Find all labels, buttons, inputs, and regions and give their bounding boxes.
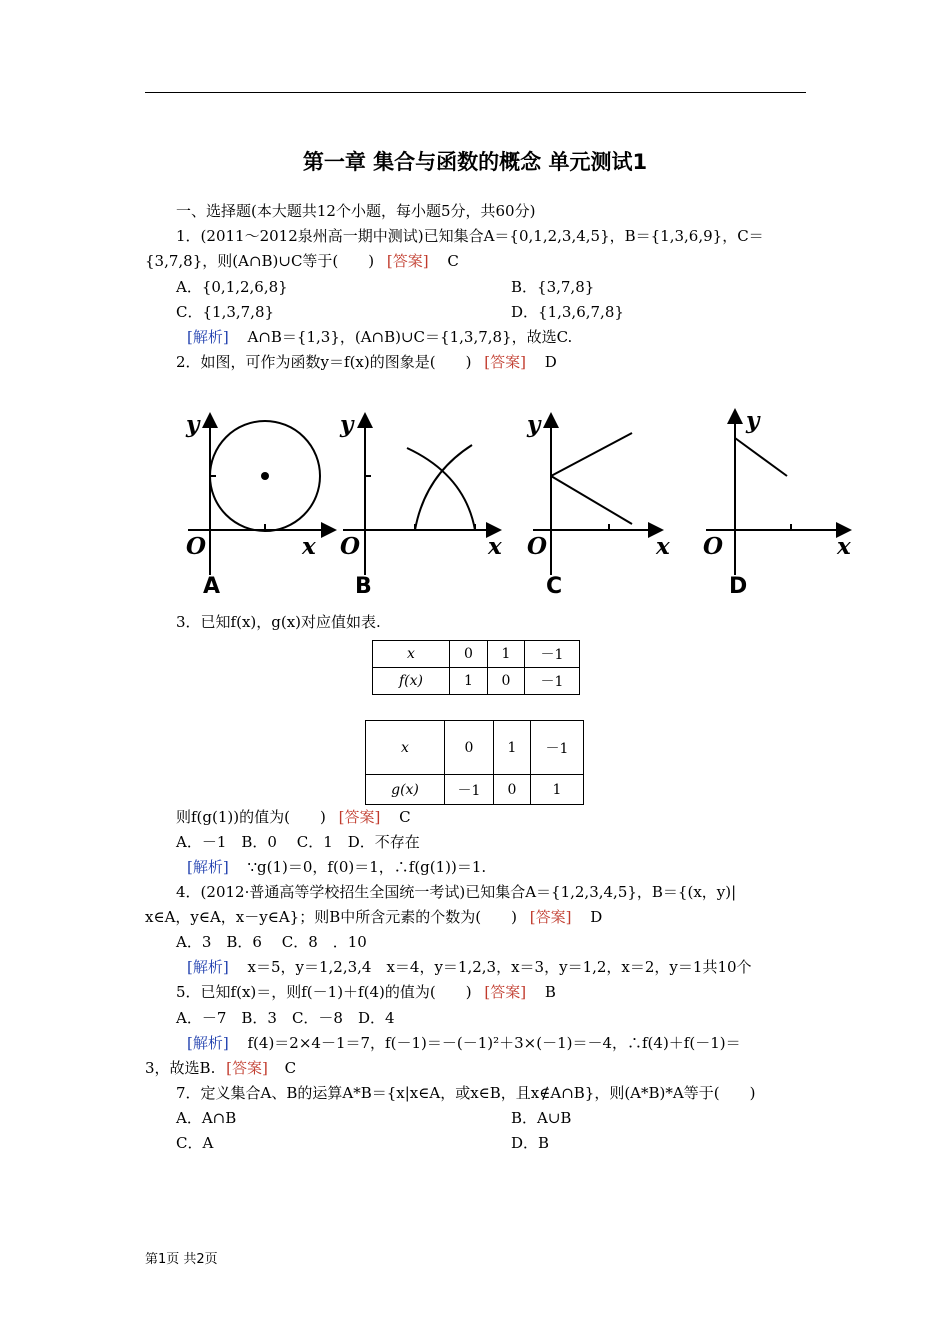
table-f-v3: －1 — [525, 668, 580, 695]
table-g-header-x: x — [401, 739, 409, 756]
page-number: 第1页 共2页 — [145, 1252, 218, 1267]
q2-text: 2．如图，可作为函数y＝f(x)的图象是( ) — [176, 353, 472, 371]
circle-center-dot — [261, 472, 269, 480]
q1-analysis-line — [187, 327, 572, 347]
q5-options: A．－7 B．3 C．－8 D．4 — [176, 1009, 395, 1027]
q5-analysis-cont-line — [145, 1058, 296, 1078]
q4-analysis-line — [187, 957, 752, 977]
q1-option-b: B．{3,7,8} — [511, 278, 595, 296]
q3-analysis-line — [187, 857, 486, 877]
graph-a-y-label: y — [186, 411, 200, 438]
q7-option-c: C．A — [176, 1134, 214, 1152]
section-heading: 一、选择题(本大题共12个小题，每小题5分，共60分) — [176, 202, 536, 220]
q7-option-a: A．A∩B — [176, 1109, 237, 1127]
table-g-v2: 0 — [494, 775, 531, 805]
table-g-v3: 1 — [531, 775, 584, 805]
table-g-h3: －1 — [531, 721, 584, 775]
table-g-h2: 1 — [494, 721, 531, 775]
q5-answer-tag-2: [答案] — [226, 1059, 268, 1077]
q3-question-line — [176, 807, 411, 827]
table-f-header-x: x — [407, 646, 415, 662]
q3-analysis: ∵g(1)＝0，f(0)＝1，∴f(g(1))＝1. — [247, 858, 487, 876]
q7-text: 7．定义集合A、B的运算A*B＝{x|x∈A，或x∈B，且x∉A∩B}，则(A*B)*A等于( ) — [176, 1084, 756, 1102]
q3-table-g — [365, 720, 584, 805]
q1-option-a: A．{0,1,2,6,8} — [176, 278, 288, 296]
q3-analysis-tag: [解析] — [187, 858, 229, 876]
q4-analysis: x＝5，y＝1,2,3,4 x＝4，y＝1,2,3，x＝3，y＝1,2，x＝2，y＝1共10个 — [247, 958, 752, 976]
q4-answer: D — [590, 908, 603, 926]
q1-text-a: 1．(2011～2012泉州高一期中测试)已知集合A＝{0,1,2,3,4,5}，B＝{1,3,6,9}，C＝ — [176, 227, 764, 245]
graph-b-label: B — [355, 574, 372, 599]
graph-c-origin: O — [527, 533, 548, 560]
q3-answer: C — [399, 808, 411, 826]
q5-answer-tag: [答案] — [484, 983, 527, 1001]
q5-answer-2: C — [284, 1059, 297, 1077]
q4-analysis-tag: [解析] — [187, 958, 229, 976]
q3-text: 3．已知f(x)，g(x)对应值如表. — [176, 613, 381, 631]
q5-text: 5．已知f(x)＝，则f(－1)＋f(4)的值为( ) — [176, 983, 472, 1001]
q5-analysis: f(4)＝2×4－1＝7，f(－1)＝－(－1)²＋3×(－1)＝－4，∴f(4)＋f(－1)＝ — [247, 1034, 741, 1052]
graph-b-y-label: y — [340, 411, 354, 438]
table-f-row-label: f(x) — [398, 673, 423, 689]
graph-b — [343, 414, 500, 575]
q2-answer: D — [544, 353, 557, 371]
graph-c-label: C — [546, 574, 563, 599]
table-f-v2: 0 — [488, 668, 525, 695]
q1-answer: C — [447, 252, 459, 270]
q1-analysis: A∩B＝{1,3}，(A∩B)∪C＝{1,3,7,8}，故选C. — [247, 328, 573, 346]
q4-answer-tag: [答案] — [529, 908, 572, 926]
header-rule — [145, 92, 806, 93]
table-g-v1: －1 — [445, 775, 494, 805]
graph-d-label: D — [729, 574, 748, 599]
q2-graphs — [170, 400, 870, 605]
table-f-v1: 1 — [450, 668, 488, 695]
table-g-h1: 0 — [445, 721, 494, 775]
q3-answer-tag: [答案] — [338, 808, 381, 826]
q1-text-b-line — [145, 251, 459, 271]
q4-text-b: x∈A，y∈A，x－y∈A}；则B中所含元素的个数为( ) — [145, 908, 517, 926]
graph-d-origin: O — [703, 533, 724, 560]
graph-d-y-label: y — [746, 407, 760, 434]
q4-text-a: 4．(2012·普通高等学校招生全国统一考试)已知集合A＝{1,2,3,4,5}，B＝{(x，y)| — [176, 883, 737, 901]
q3-options: A．－1 B．0 C．1 D．不存在 — [176, 833, 420, 851]
q1-option-c: C．{1,3,7,8} — [176, 303, 275, 321]
graph-c-y-label: y — [527, 411, 541, 438]
q1-text-b: {3,7,8}，则(A∩B)∪C等于( ) — [145, 252, 375, 270]
q5-analysis-cont: 3，故选B. — [145, 1059, 216, 1077]
q3-table-f — [372, 640, 580, 695]
graph-b-x-label: x — [488, 533, 502, 560]
q5-answer: B — [544, 983, 556, 1001]
table-f-h1: 0 — [450, 641, 488, 668]
q5-analysis-line — [187, 1033, 741, 1053]
graph-c-x-label: x — [656, 533, 670, 560]
graph-c — [533, 414, 662, 575]
q2-answer-tag: [答案] — [484, 353, 526, 371]
graph-a-x-label: x — [302, 533, 316, 560]
q5-text-line — [176, 982, 556, 1002]
q4-text-b-line — [145, 907, 602, 927]
graph-a-origin: O — [186, 533, 207, 560]
table-f-h3: －1 — [525, 641, 580, 668]
q3-question: 则f(g(1))的值为( ) — [176, 808, 326, 826]
graph-b-origin: O — [340, 533, 361, 560]
q1-analysis-tag: [解析] — [187, 328, 229, 346]
graph-a-label: A — [203, 574, 221, 599]
q1-option-d: D．{1,3,6,7,8} — [511, 303, 624, 321]
graph-d — [706, 410, 850, 575]
q1-answer-tag: [答案] — [386, 252, 429, 270]
q5-analysis-tag: [解析] — [187, 1034, 229, 1052]
table-g-row-label: g(x) — [391, 781, 419, 798]
q2-text-line — [176, 352, 557, 372]
page-title: 第一章 集合与函数的概念 单元测试1 — [302, 150, 648, 174]
q4-options: A．3 B．6 C．8 ．10 — [176, 933, 367, 951]
q7-option-b: B．A∪B — [511, 1109, 572, 1127]
q7-option-d: D．B — [511, 1134, 550, 1152]
table-f-h2: 1 — [488, 641, 525, 668]
graph-d-x-label: x — [837, 533, 851, 560]
